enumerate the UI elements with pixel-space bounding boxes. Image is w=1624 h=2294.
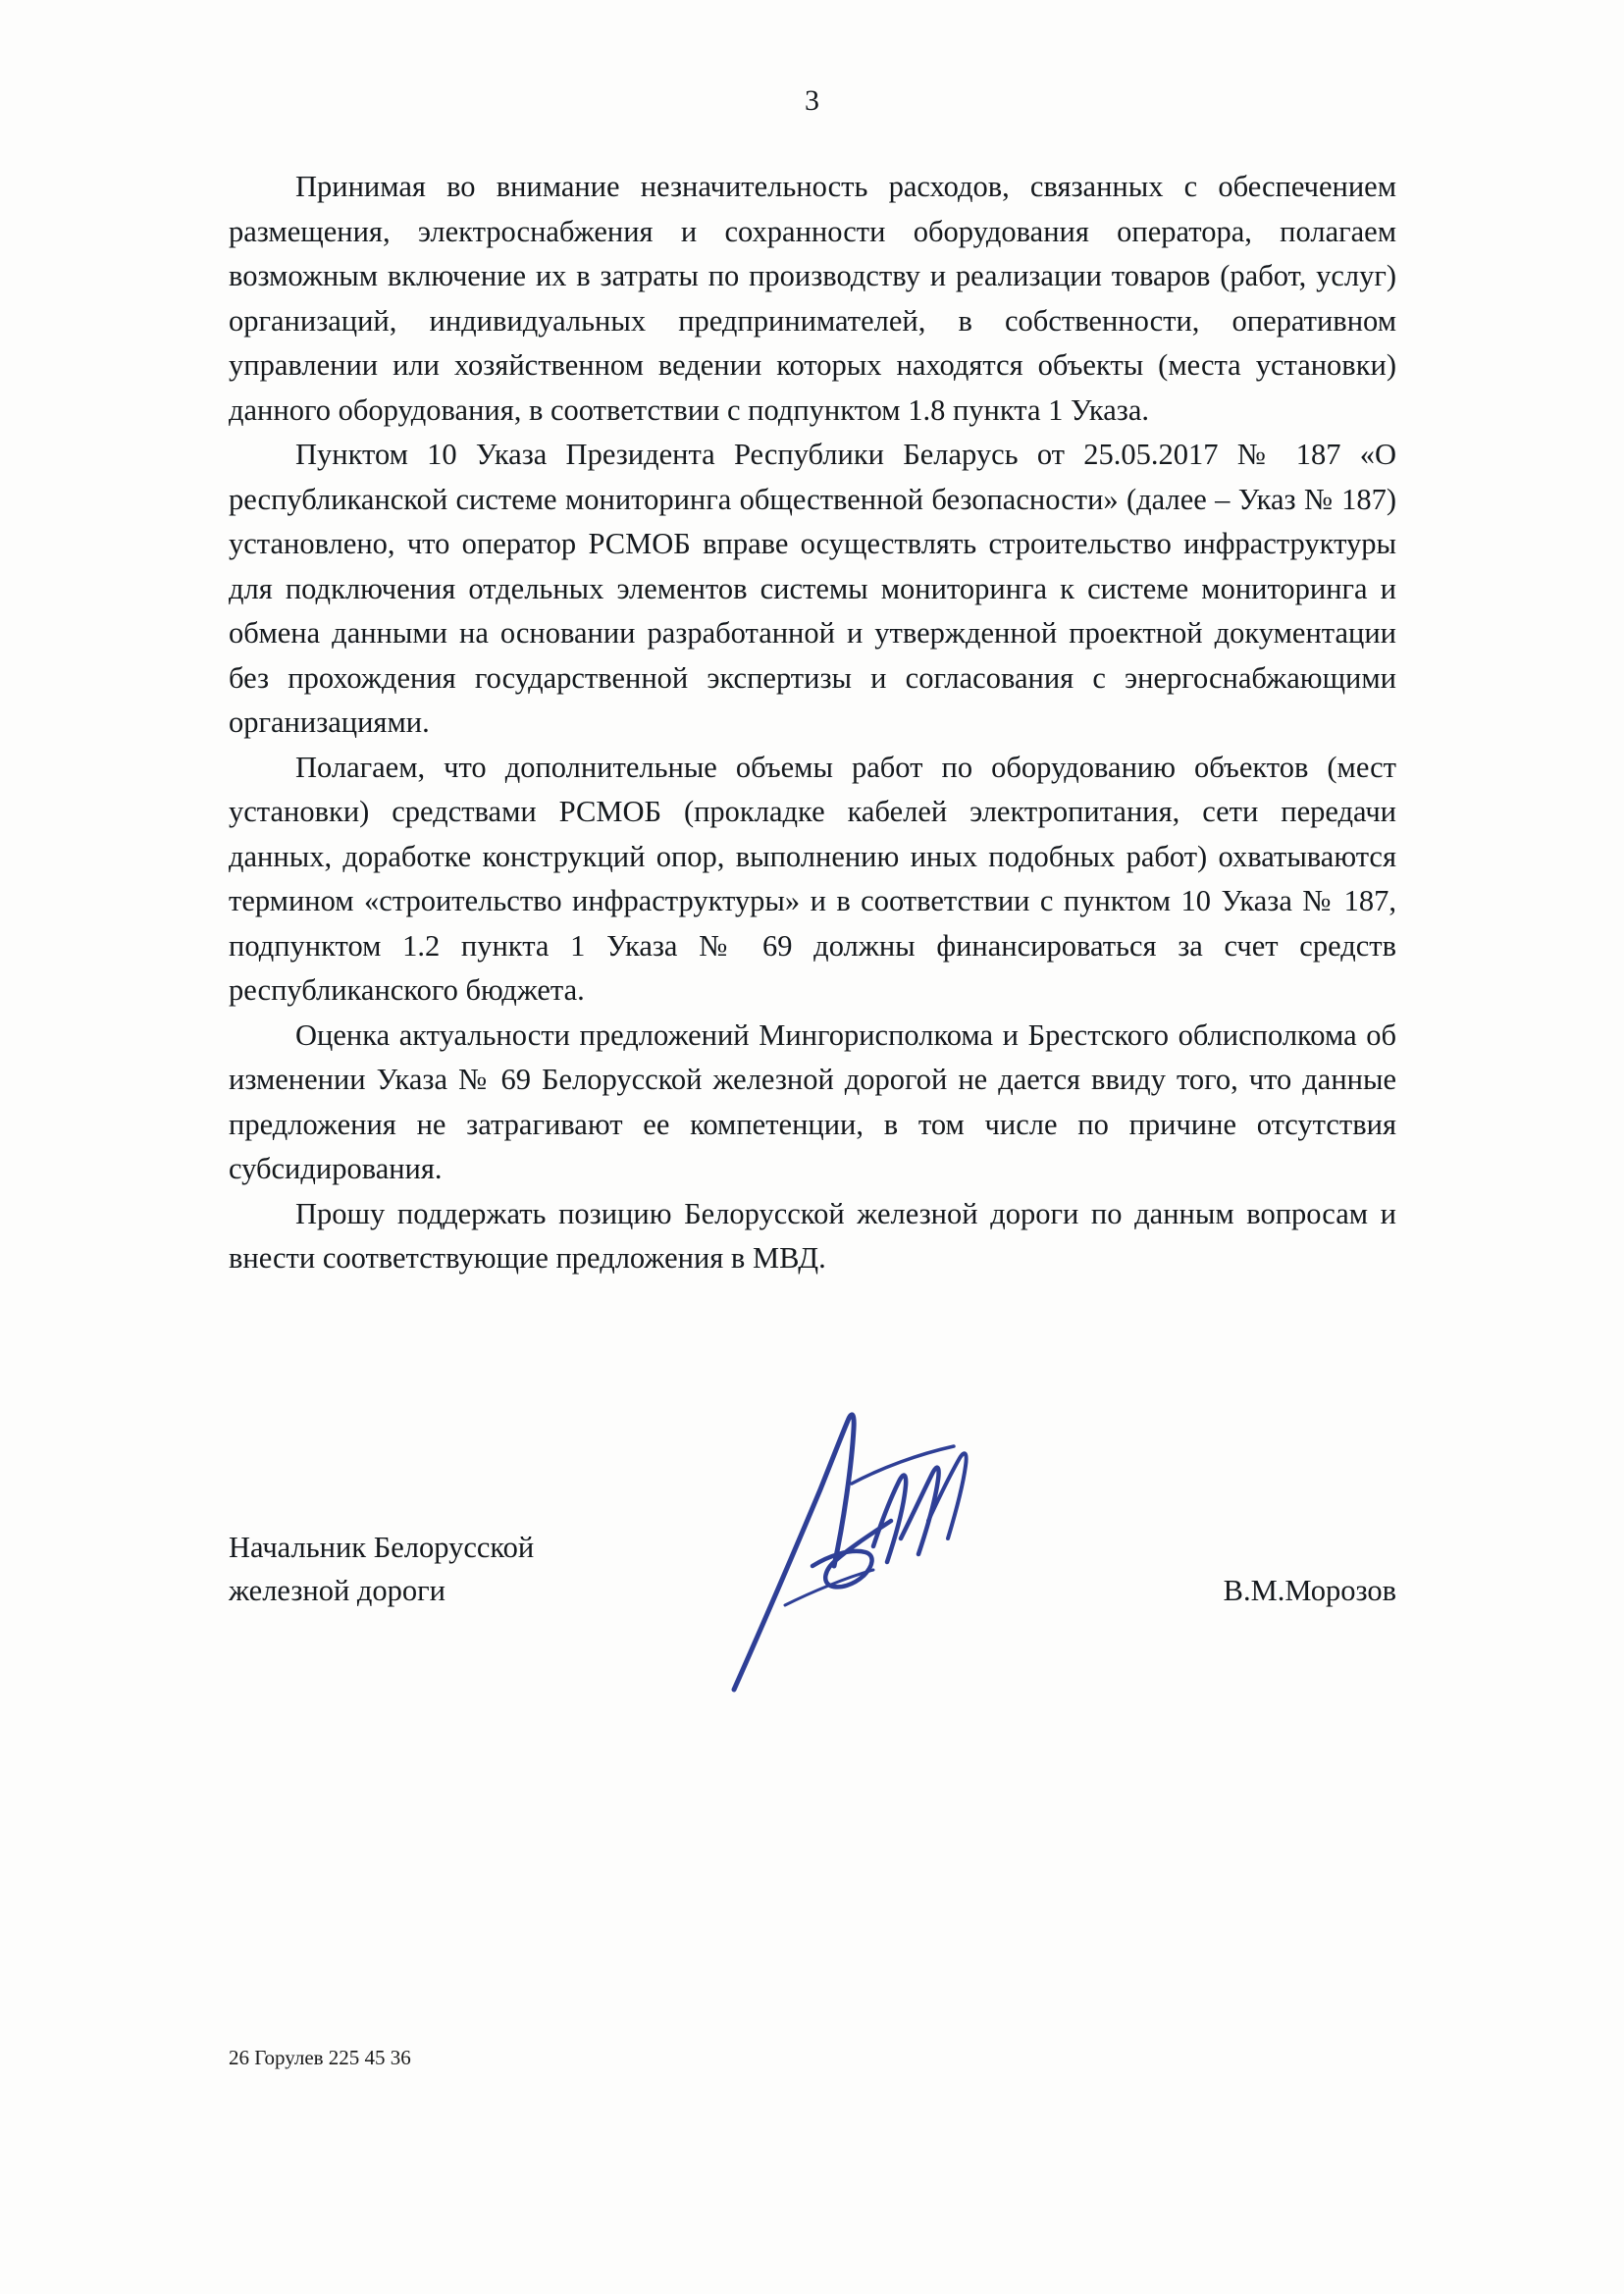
paragraph-2: Пунктом 10 Указа Президента Республики Беларусь от 25.05.2017 № 187 «О республиканской системе мониторинга общественной безопасности» (далее – Указ № 187) установлено, что оператор РСМОБ вправе осуществлять строительство инфраструктуры для подключения отдельных элементов системы мониторинга к системе мониторинга и обмена данными на основании разработанной и утвержденной проектной документации без прохождения государственной экспертизы и согласования с энергоснабжающими организациями. [229, 438, 1396, 739]
signatory-position-line1: Начальник Белорусской [229, 1531, 535, 1564]
paragraph-3: Полагаем, что дополнительные объемы работ по оборудованию объектов (мест установки) средствами РСМОБ (прокладке кабелей электропитания, сети передачи данных, доработке конструкций опор, выполнению иных подобных работ) охватываются термином «строительство инфраструктуры» и в соответствии с пунктом 10 Указа № 187, подпунктом 1.2 пункта 1 Указа № 69 должны финансироваться за счет средств республиканского бюджета. [229, 750, 1396, 1007]
signature-block [229, 1526, 1396, 1612]
signatory-position [229, 1526, 739, 1612]
signatory-position-line2: железной дороги [229, 1574, 446, 1607]
paragraph-4: Оценка актуальности предложений Мингорисполкома и Брестского облисполкома об изменении Указа № 69 Белорусской железной дорогой не дается ввиду того, что данные предложения не затрагивают ее компетенции, в том числе по причине отсутствия субсидирования. [229, 1017, 1396, 1185]
paragraph-1: Принимая во внимание незначительность расходов, связанных с обеспечением размещения, электроснабжения и сохранности оборудования оператора, полагаем возможным включение их в затраты по производству и реализации товаров (работ, услуг) организаций, индивидуальных предпринимателей, в собственности, оперативном управлении или хозяйственном ведении которых находятся объекты (места установки) данного оборудования, в соответствии с подпунктом 1.8 пункта 1 Указа. [229, 170, 1396, 427]
footer-contact: 26 Горулев 225 45 36 [229, 2046, 411, 2069]
document-body [229, 165, 1396, 1281]
signatory-name: В.М.Морозов [1223, 1574, 1396, 1607]
paragraph-5: Прошу поддержать позицию Белорусской железной дороги по данным вопросам и внести соответствующие предложения в МВД. [229, 1196, 1396, 1275]
page-number: 3 [805, 84, 819, 117]
